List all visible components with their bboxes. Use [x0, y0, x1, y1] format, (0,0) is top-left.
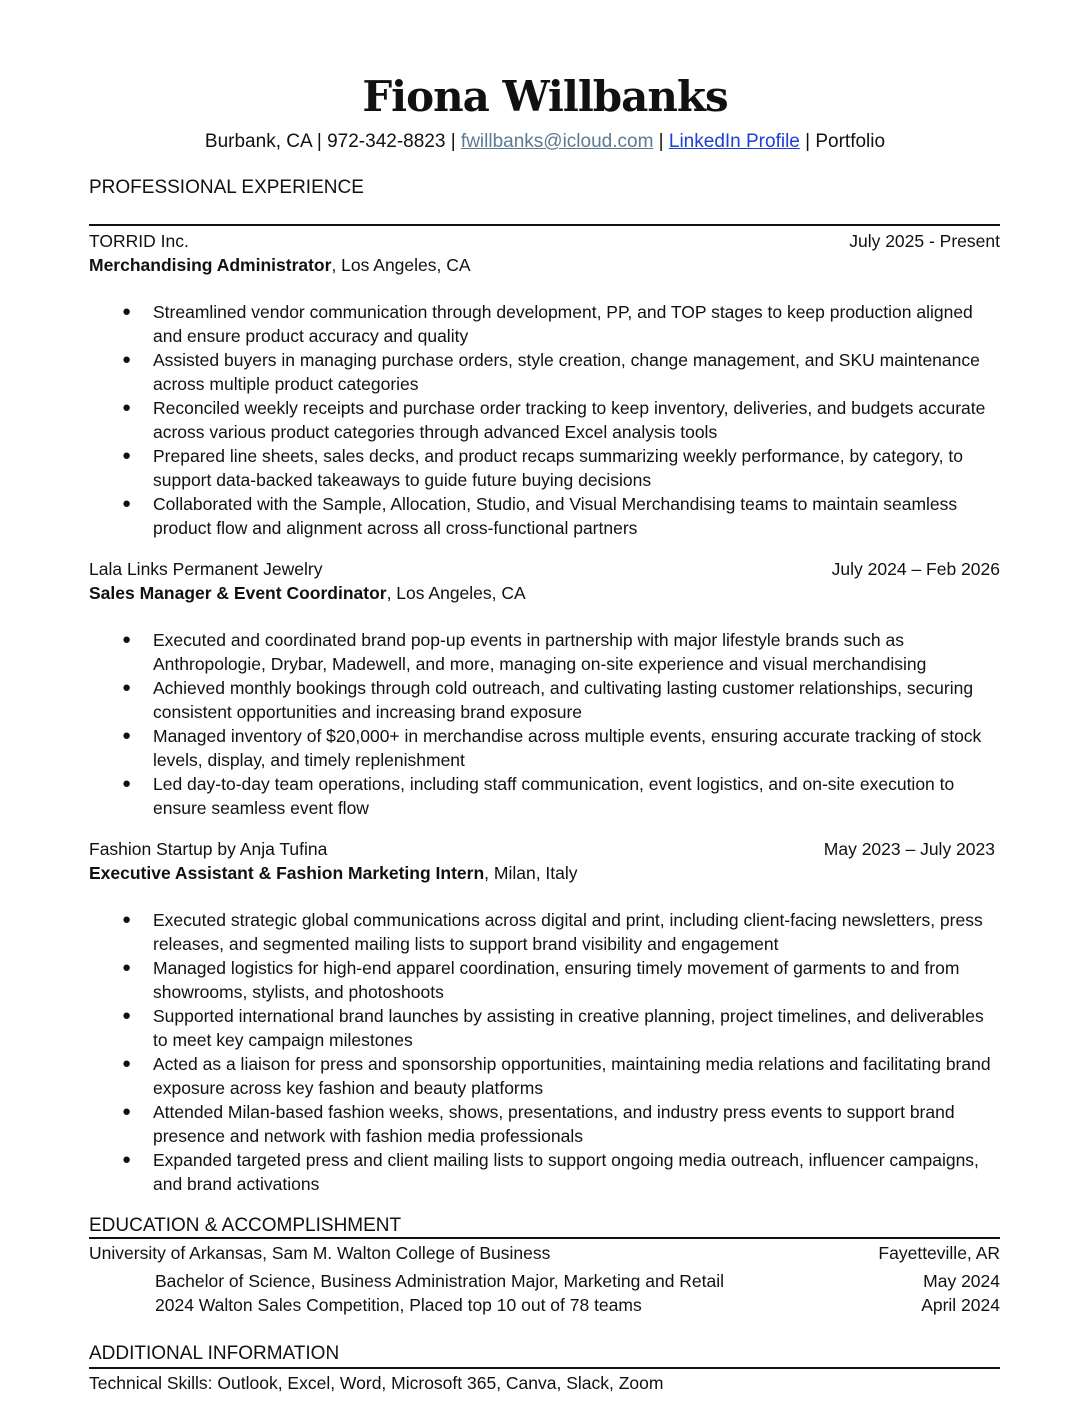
- list-item: [0, 492, 1003, 540]
- job-dates: July 2025 - Present: [849, 231, 1000, 251]
- job-location: , Milan, Italy: [484, 863, 578, 883]
- education-school: University of Arkansas, Sam M. Walton College of Business: [89, 1243, 551, 1263]
- list-item: [0, 1004, 1003, 1052]
- bullet-icon: ●: [122, 679, 132, 696]
- separator: |: [799, 131, 816, 152]
- section-divider: [89, 1237, 1000, 1239]
- bullet-text: Attended Milan-based fashion weeks, shows, presentations, and industry press events to support brand presence and network with fashion media professionals: [153, 1102, 955, 1146]
- section-divider: [89, 1367, 1000, 1369]
- education-item-text: 2024 Walton Sales Competition, Placed top 10 out of 78 teams: [155, 1295, 642, 1315]
- bullet-text: Executed strategic global communications across digital and print, including client-facing newsletters, press releases, and segmented mailing lists to support brand visibility and engagement: [153, 910, 983, 954]
- bullet-icon: ●: [122, 1007, 132, 1024]
- job-location: , Los Angeles, CA: [331, 255, 471, 275]
- job-dates: July 2024 – Feb 2026: [831, 559, 1000, 579]
- bullet-icon: ●: [122, 775, 132, 792]
- section-title-experience: PROFESSIONAL EXPERIENCE: [89, 177, 364, 198]
- bullet-text: Expanded targeted press and client mailing lists to support ongoing media outreach, influencer campaigns, and brand activations: [153, 1150, 979, 1194]
- list-item: [0, 1052, 1003, 1100]
- list-item: [0, 628, 1003, 676]
- bullet-text: Managed inventory of $20,000+ in merchandise across multiple events, ensuring accurate tracking of stock levels, display, and timely replenishment: [153, 726, 982, 770]
- bullet-text: Acted as a liaison for press and sponsorship opportunities, maintaining media relations and facilitating brand exposure across key fashion and beauty platforms: [153, 1054, 991, 1098]
- list-item: [0, 772, 1003, 820]
- list-item: [0, 300, 1003, 348]
- contact-location: Burbank, CA: [204, 131, 312, 152]
- job-dates: May 2023 – July 2023: [823, 839, 995, 859]
- list-item: [0, 956, 1003, 1004]
- bullet-icon: ●: [122, 1151, 132, 1168]
- education-item-date: May 2024: [923, 1271, 1000, 1291]
- list-item: [0, 1100, 1003, 1148]
- job-role: [89, 863, 578, 884]
- bullet-text: Reconciled weekly receipts and purchase order tracking to keep inventory, deliveries, and budgets accurate across various product categories through advanced Excel analysis tools: [153, 398, 986, 442]
- section-title-education: EDUCATION & ACCOMPLISHMENT: [89, 1215, 402, 1236]
- list-item: [0, 1148, 1003, 1196]
- bullet-icon: ●: [122, 1103, 132, 1120]
- job-role: [89, 583, 526, 604]
- bullet-icon: ●: [122, 495, 132, 512]
- job-bullets: [0, 908, 1003, 1196]
- separator: |: [311, 131, 328, 152]
- job-role: [89, 255, 471, 276]
- bullet-icon: ●: [122, 351, 132, 368]
- job-title: Sales Manager & Event Coordinator: [89, 583, 387, 603]
- job-company: Fashion Startup by Anja Tufina: [89, 839, 328, 859]
- education-item-text: Bachelor of Science, Business Administration Major, Marketing and Retail: [155, 1271, 725, 1291]
- bullet-text: Assisted buyers in managing purchase orders, style creation, change management, and SKU maintenance across multiple product categories: [153, 350, 980, 394]
- candidate-name: Fiona Willbanks: [362, 72, 728, 121]
- bullet-icon: ●: [122, 631, 132, 648]
- list-item: [0, 348, 1003, 396]
- job-location: , Los Angeles, CA: [386, 583, 526, 603]
- section-divider: [89, 224, 1000, 226]
- bullet-text: Executed and coordinated brand pop-up events in partnership with major lifestyle brands such as Anthropologie, Drybar, Madewell, and more, managing on-site experience and visual merchandising: [153, 630, 927, 674]
- job-bullets: [0, 300, 1003, 540]
- technical-skills: Technical Skills: Outlook, Excel, Word, Microsoft 365, Canva, Slack, Zoom: [89, 1373, 664, 1393]
- job-title: Merchandising Administrator: [89, 255, 332, 275]
- bullet-text: Collaborated with the Sample, Allocation, Studio, and Visual Merchandising teams to maintain seamless product flow and alignment across all cross-functional partners: [153, 494, 958, 538]
- portfolio-label: Portfolio: [815, 131, 886, 152]
- email-link[interactable]: fwillbanks@icloud.com: [460, 131, 654, 152]
- bullet-icon: ●: [122, 1055, 132, 1072]
- job-company: TORRID Inc.: [89, 231, 189, 251]
- job-title: Executive Assistant & Fashion Marketing Intern: [89, 863, 485, 883]
- bullet-icon: ●: [122, 911, 132, 928]
- job-bullets: [0, 628, 1003, 820]
- list-item: [0, 444, 1003, 492]
- bullet-icon: ●: [122, 727, 132, 744]
- education-location: Fayetteville, AR: [878, 1243, 1000, 1263]
- bullet-text: Led day-to-day team operations, including staff communication, event logistics, and on-site execution to ensure seamless event flow: [153, 774, 955, 818]
- bullet-text: Prepared line sheets, sales decks, and product recaps summarizing weekly performance, by category, to support data-backed takeaways to guide future buying decisions: [153, 446, 963, 490]
- bullet-text: Achieved monthly bookings through cold outreach, and cultivating lasting customer relationships, securing consistent opportunities and increasing brand exposure: [153, 678, 974, 722]
- separator: |: [653, 131, 669, 152]
- list-item: [0, 676, 1003, 724]
- bullet-text: Supported international brand launches by assisting in creative planning, project timelines, and deliverables to meet key campaign milestones: [153, 1006, 984, 1050]
- bullet-text: Managed logistics for high-end apparel coordination, ensuring timely movement of garments to and from showrooms, stylists, and photoshoots: [153, 958, 960, 1002]
- contact-line: [0, 131, 1090, 153]
- bullet-icon: ●: [122, 959, 132, 976]
- section-title-additional: ADDITIONAL INFORMATION: [89, 1343, 340, 1364]
- list-item: [0, 396, 1003, 444]
- education-item-date: April 2024: [921, 1295, 1000, 1315]
- bullet-icon: ●: [122, 399, 132, 416]
- list-item: [0, 724, 1003, 772]
- job-company: Lala Links Permanent Jewelry: [89, 559, 323, 579]
- bullet-text: Streamlined vendor communication through development, PP, and TOP stages to keep production aligned and ensure product accuracy and quality: [153, 302, 973, 346]
- list-item: [0, 908, 1003, 956]
- linkedin-link[interactable]: LinkedIn Profile: [668, 131, 800, 152]
- separator: |: [445, 131, 461, 152]
- bullet-icon: ●: [122, 447, 132, 464]
- bullet-icon: ●: [122, 303, 132, 320]
- contact-phone: 972-342-8823: [327, 131, 446, 152]
